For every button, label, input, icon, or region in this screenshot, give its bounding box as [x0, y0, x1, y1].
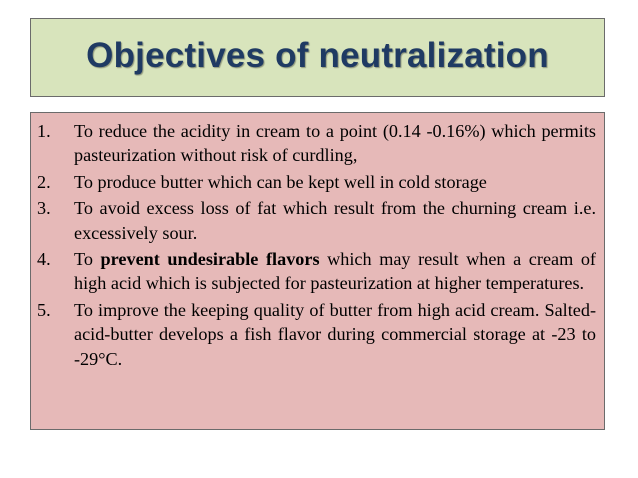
emphasized-phrase: prevent undesirable flavors: [100, 249, 320, 270]
list-item-1: [35, 119, 596, 168]
list-item-number: 4.: [37, 249, 51, 270]
list-item-text: To avoid excess loss of fat which result from the churning cream i.e. excessively sour.: [74, 198, 596, 243]
list-item-number: 2.: [37, 171, 51, 192]
list-item-text-end: which may result when a cream of high acid which is subjected for pasteurization at higher temperatures.: [74, 249, 596, 294]
list-item-number: 1.: [37, 121, 51, 141]
list-item-3: [35, 196, 596, 245]
objectives-list: [35, 119, 596, 371]
list-item-number: 3.: [37, 198, 51, 219]
title-box: [30, 18, 605, 97]
list-item-2: [35, 170, 596, 194]
list-item-text-start: To: [74, 249, 101, 270]
list-item-text: To reduce the acidity in cream to a point (0.14 -0.16%) which permits pasteurization without risk of curdling,: [74, 121, 596, 166]
list-item-4: [35, 247, 596, 296]
list-item-5: [35, 298, 596, 371]
list-item-text: [74, 247, 596, 296]
list-item-text: To produce butter which can be kept well in cold storage: [74, 171, 487, 192]
slide-title: Objectives of neutralization: [86, 35, 549, 75]
list-item-number: 5.: [37, 299, 51, 320]
list-item-text: To improve the keeping quality of butter from high acid cream. Salted-acid-butter develops a fish flavor during commercial storage at -23 to -29°C.: [74, 299, 596, 369]
objectives-box: [30, 112, 605, 430]
